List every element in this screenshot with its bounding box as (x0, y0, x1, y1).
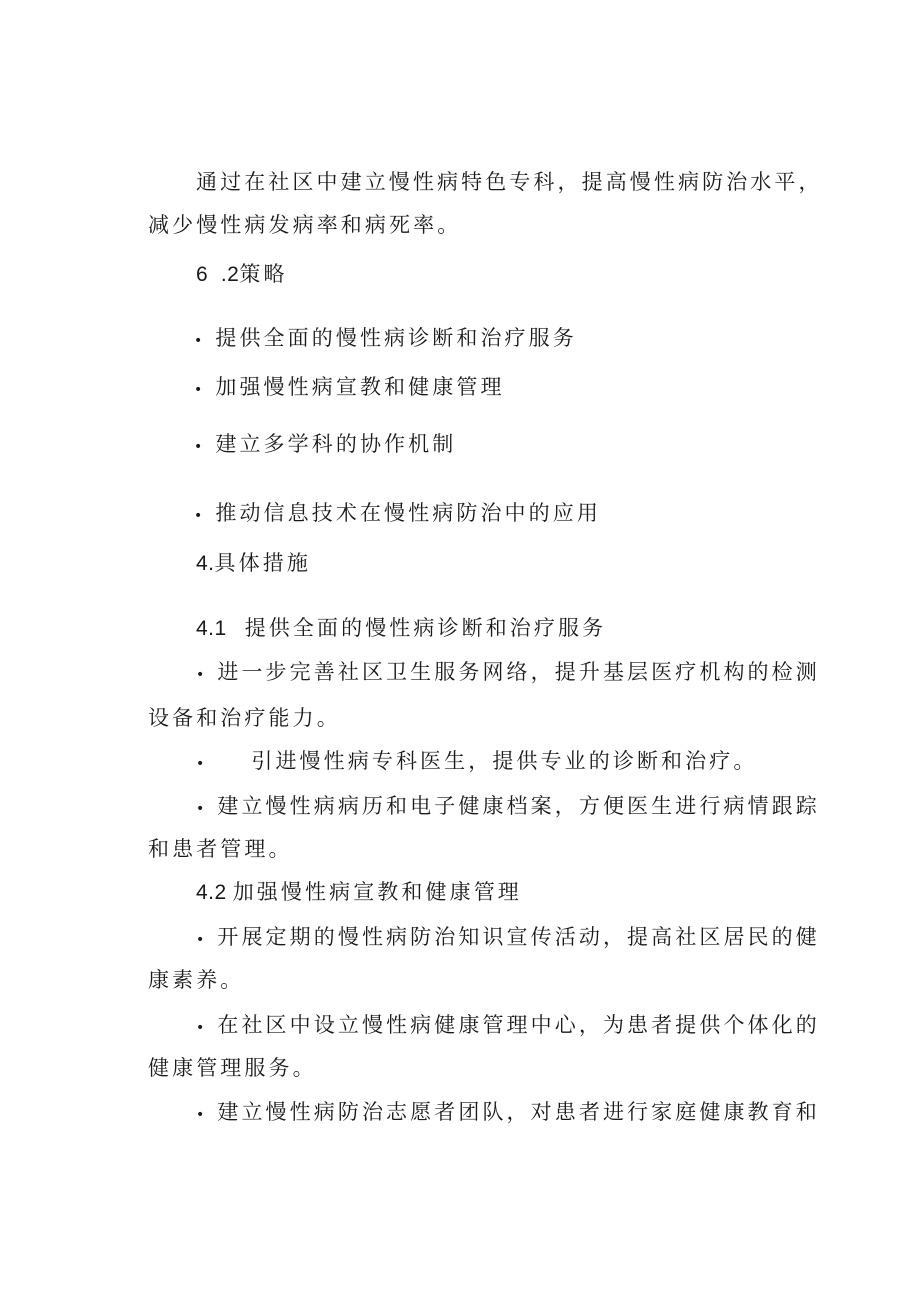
bullet-icon: • (196, 932, 208, 948)
section-4-1-heading (196, 613, 606, 643)
section-4-2-heading (196, 877, 522, 907)
measure-4-2-item-2-line-1 (196, 1010, 820, 1040)
section-4-1-number: 4.1 (196, 617, 227, 640)
measure-4-1-item-1-line-2: 设备和治疗能力。 (148, 706, 341, 730)
bullet-icon: • (194, 439, 206, 455)
measure-4-2-item-1-line-2: 康素养。 (148, 968, 245, 992)
section-4-2-number: 4.2 (196, 881, 227, 904)
measure-4-1-item-3-line-2: 和患者管理。 (148, 837, 293, 861)
bullet-icon: • (194, 382, 206, 398)
strategy-item-text: 推动信息技术在慢性病防治中的应用 (215, 501, 601, 525)
bullet-icon: • (196, 667, 208, 683)
intro-line-1: 通过在社区中建立慢性病特色专科，提高慢性病防治水平， (196, 170, 823, 194)
measure-4-2-item-2-line-2: 健康管理服务。 (148, 1056, 317, 1080)
strategy-item-text: 提供全面的慢性病诊断和治疗服务 (215, 326, 577, 350)
bullet-icon: • (196, 1020, 208, 1036)
measure-text: 在社区中设立慢性病健康管理中心，为患者提供个体化的 (217, 1013, 820, 1037)
measure-text: 建立慢性病防治志愿者团队，对患者进行家庭健康教育和 (217, 1100, 820, 1124)
measure-4-1-item-3-line-1 (196, 791, 820, 821)
bullet-icon: • (196, 1107, 208, 1123)
measure-text: 建立慢性病病历和电子健康档案，方便医生进行病情跟踪 (217, 794, 820, 818)
bullet-icon: • (194, 333, 206, 349)
bullet-icon: • (194, 508, 206, 524)
bullet-icon: • (196, 756, 208, 772)
measure-4-2-item-3-line-1 (196, 1097, 820, 1127)
strategy-item-1 (194, 323, 577, 353)
measure-text: 引进慢性病专科医生，提供专业的诊断和治疗。 (251, 749, 758, 773)
measure-4-1-item-1-line-1 (196, 657, 820, 687)
measure-4-1-item-2 (196, 746, 757, 776)
strategy-item-2 (194, 372, 505, 402)
strategy-item-text: 建立多学科的协作机制 (215, 432, 457, 456)
section-4-number: 4. (196, 552, 215, 575)
section-4-title: 具体措施 (214, 551, 311, 575)
measure-text: 进一步完善社区卫生服务网络，提升基层医疗机构的检测 (217, 660, 820, 684)
section-4-heading (196, 548, 311, 578)
section-6-2-title: 策略 (239, 262, 288, 286)
section-6-2-number: 6 .2 (196, 263, 240, 286)
measure-text: 开展定期的慢性病防治知识宣传活动，提高社区居民的健 (217, 925, 820, 949)
bullet-icon: • (196, 801, 208, 817)
intro-line-2: 减少慢性病发病率和病死率。 (148, 213, 462, 237)
section-6-2-heading (196, 259, 288, 289)
measure-4-2-item-1-line-1 (196, 922, 820, 952)
strategy-item-4 (194, 498, 601, 528)
section-4-1-title: 提供全面的慢性病诊断和治疗服务 (244, 616, 607, 640)
strategy-item-text: 加强慢性病宣教和健康管理 (215, 375, 505, 399)
strategy-item-3 (194, 429, 456, 459)
section-4-2-title: 加强慢性病宣教和健康管理 (232, 880, 522, 904)
